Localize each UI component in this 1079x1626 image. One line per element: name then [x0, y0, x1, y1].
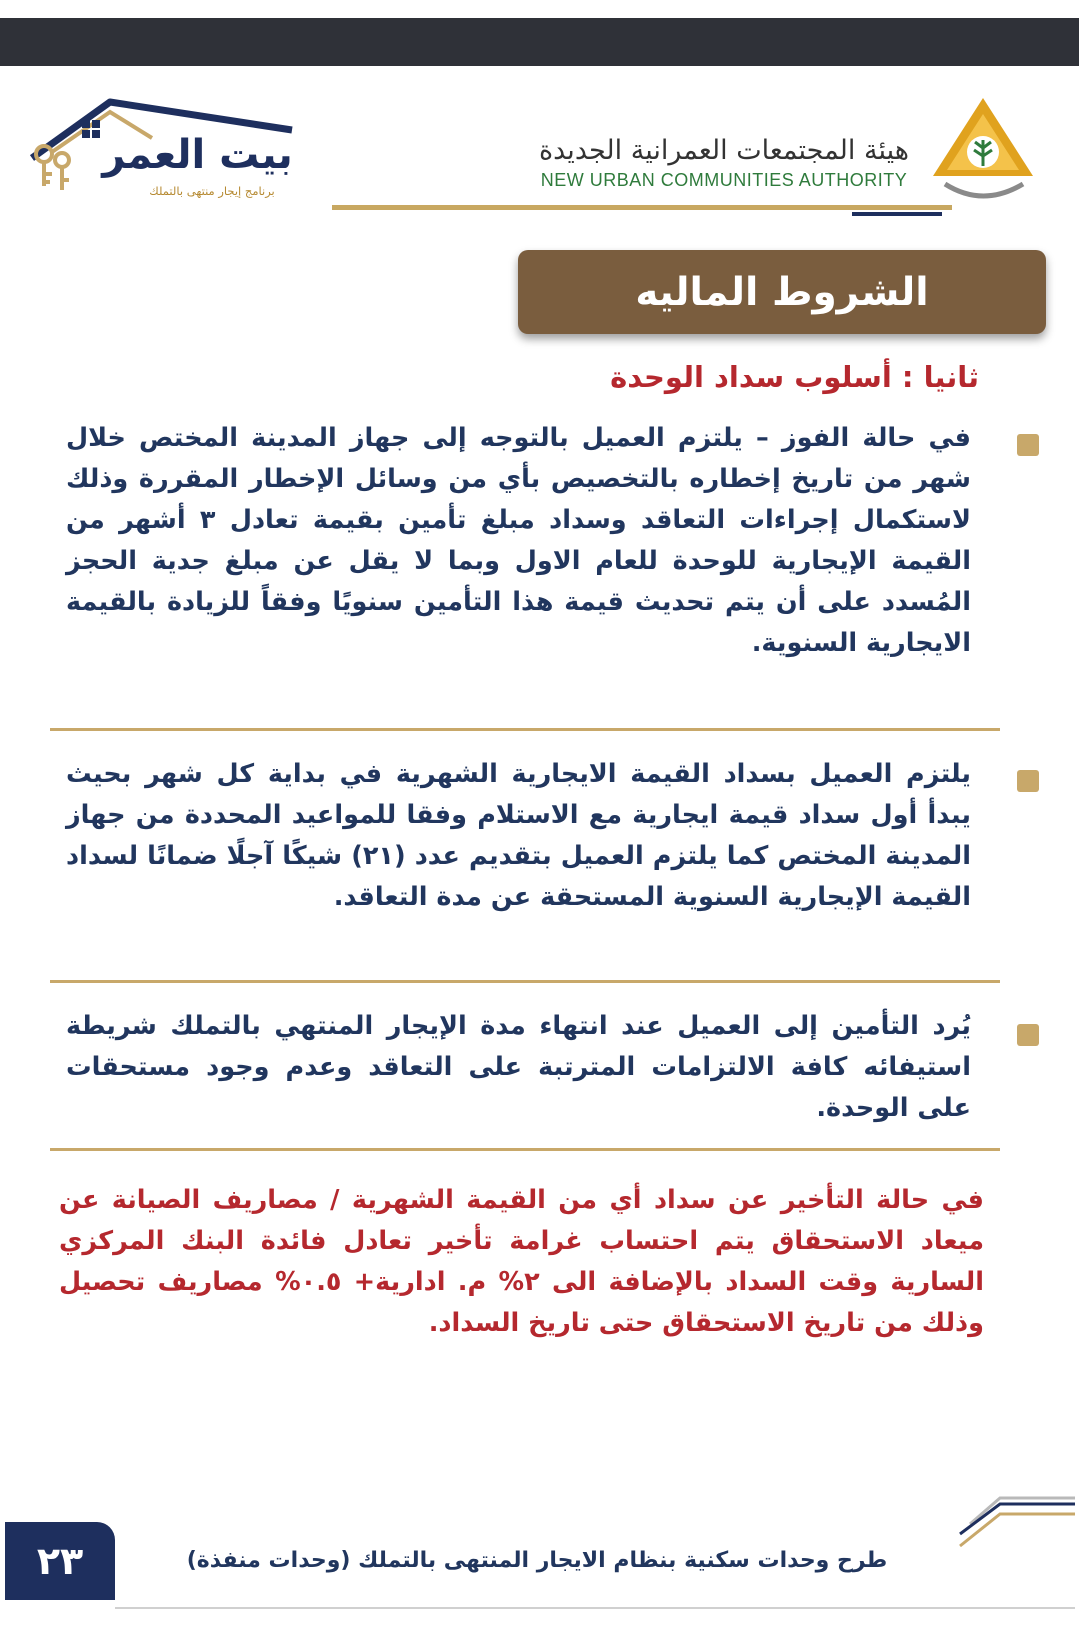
bullet-icon [1017, 1024, 1039, 1046]
authority-name-en: NEW URBAN COMMUNITIES AUTHORITY [540, 170, 908, 190]
header-divider [332, 205, 952, 210]
divider [50, 1148, 1000, 1151]
page-footer [0, 1490, 1079, 1626]
page-number: ٢٣ [5, 1522, 115, 1600]
late-payment-note: في حالة التأخير عن سداد أي من القيمة الشهرية / مصاريف الصيانة عن ميعاد الاستحقاق يتم احتساب غرامة تأخير تعادل فائدة البنك المركزي السارية وقت السداد بالإضافة الى ٢% م. ادارية+ ٠.٥% مصاريف تحصيل وذلك من تاريخ الاستحقاق حتى تاريخ السداد. [59, 1185, 984, 1338]
program-tagline: برنامج إيجار منتهى بالتملك [149, 184, 275, 198]
page-header [0, 88, 1079, 218]
subheading: ثانيا : أسلوب سداد الوحدة [610, 360, 979, 394]
bullet-icon [1017, 770, 1039, 792]
divider [50, 980, 1000, 983]
section-title: الشروط الماليه [518, 250, 1046, 334]
divider [50, 728, 1000, 731]
authority-name-ar: هيئة المجتمعات العمرانية الجديدة [538, 135, 909, 166]
bullet-icon [1017, 434, 1039, 456]
program-name: بيت العمر [102, 132, 293, 178]
list-item: في حالة الفوز – يلتزم العميل بالتوجه إلى جهاز المدينة المختص خلال شهر من تاريخ إخطاره بالتخصيص بأي من وسائل الإخطار المقررة وذلك لاستكمال إجراءات التعاقد وسداد مبلغ تأمين بقيمة تعادل ٣ أشهر من القيمة الإيجارية للوحدة للعام الاول وبما لا يقل عن مبلغ جدية الحجز المُسدد على أن يتم تحديث قيمة هذا التأمين سنويًا وفقاً للزيادة بالقيمة الايجارية السنوية. [66, 423, 971, 658]
nuca-triangle-emblem-icon [927, 92, 1039, 208]
list-item: يُرد التأمين إلى العميل عند انتهاء مدة الإيجار المنتهي بالتملك شريطة استيفائه كافة الالتزامات المترتبة على التعاقد وعدم وجود مستحقات على الوحدة. [66, 1011, 971, 1123]
list-item: يلتزم العميل بسداد القيمة الايجارية الشهرية في بداية كل شهر بحيث يبدأ أول سداد قيمة ايجارية مع الاستلام وفقا للمواعيد المحددة من جهاز المدينة المختص كما يلتزم العميل بتقديم عدد (٢١) شيكًا آجلًا ضمانًا لسداد القيمة الإيجارية السنوية المستحقة عن مدة التعاقد. [66, 759, 971, 912]
footer-text: طرح وحدات سكنية بنظام الايجار المنتهى بالتملك (وحدات منفذة) [186, 1548, 888, 1573]
top-bar [0, 18, 1079, 66]
header-accent-line [852, 212, 942, 216]
